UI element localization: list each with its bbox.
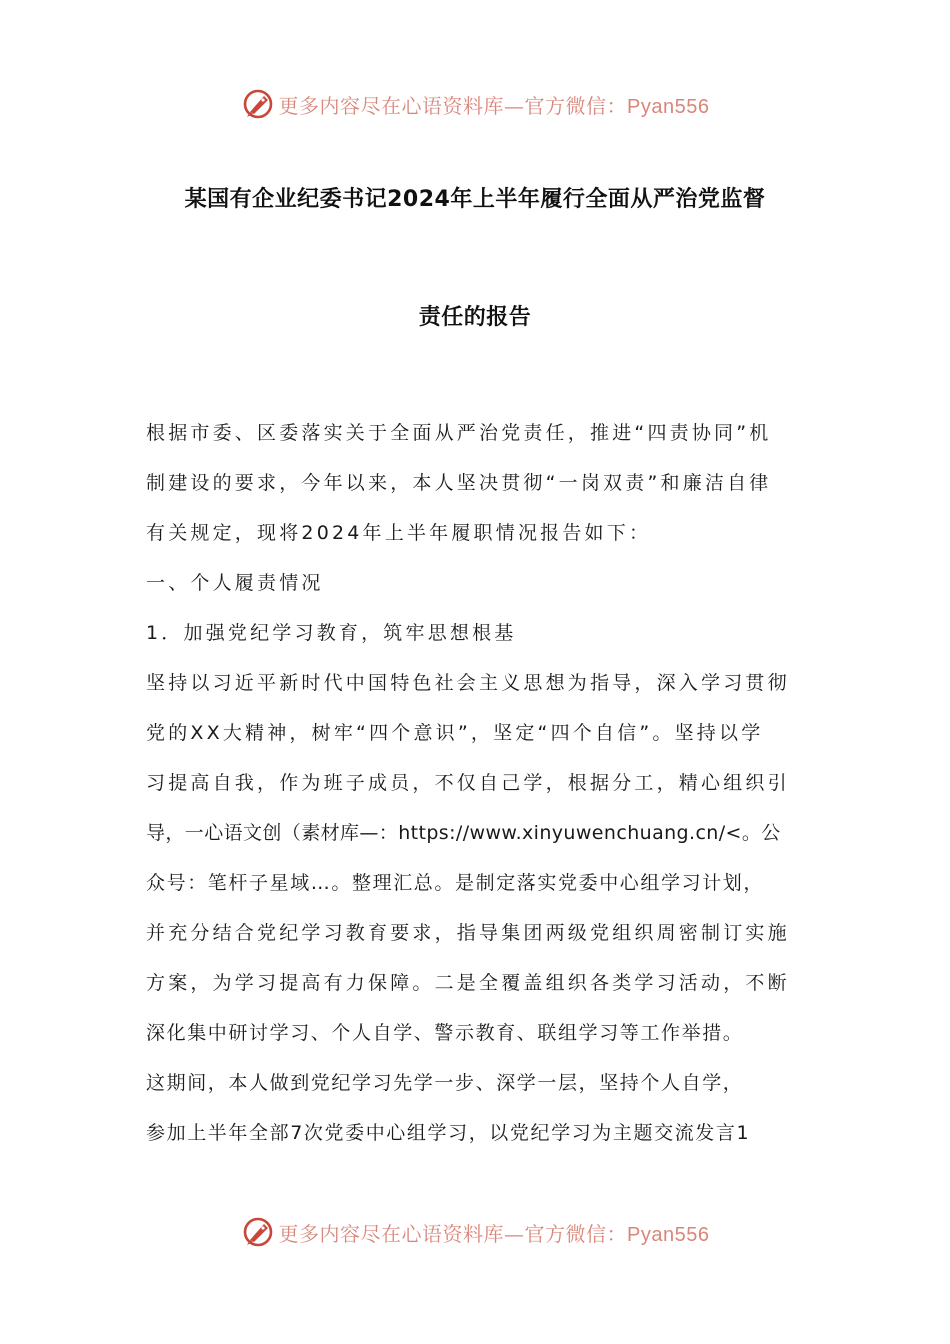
watermark-text: 更多内容尽在心语资料库—官方微信：Pyan556: [278, 93, 710, 118]
pen-nib-logo-icon: [241, 87, 275, 121]
document-title-line1: 某国有企业纪委书记2024年上半年履行全面从严治党监督: [184, 187, 766, 212]
body-line: 众号：笔杆子星域…。整理汇总。是制定落实党委中心组学习计划，: [146, 872, 765, 894]
body-line: 参加上半年全部7次党委中心组学习，以党纪学习为主题交流发言1: [146, 1122, 751, 1144]
document-body: [146, 414, 811, 1164]
subsection-heading: 1．加强党纪学习教育，筑牢思想根基: [146, 622, 517, 644]
wechat-id: Pyan556: [627, 95, 710, 118]
document-title-line2: 责任的报告: [418, 305, 532, 330]
watermark-banner-bottom: [0, 1210, 950, 1254]
section-heading: 一、个人履责情况: [146, 572, 324, 594]
body-line: 这期间，本人做到党纪学习先学一步、深学一层，坚持个人自学，: [146, 1072, 744, 1094]
body-line: 方案，为学习提高有力保障。二是全覆盖组织各类学习活动，不断: [146, 972, 790, 994]
body-line: 并充分结合党纪学习教育要求，指导集团两级党组织周密制订实施: [146, 922, 790, 944]
body-line: 制建设的要求，今年以来，本人坚决贯彻“一岗双责”和廉洁自律: [146, 472, 772, 494]
watermark-banner-top: [0, 82, 950, 126]
wechat-id: Pyan556: [627, 1223, 710, 1246]
watermark-text: 更多内容尽在心语资料库—官方微信：Pyan556: [278, 1221, 710, 1246]
body-line: 有关规定，现将2024年上半年履职情况报告如下：: [146, 522, 652, 544]
body-line: 根据市委、区委落实关于全面从严治党责任，推进“四责协同”机: [146, 422, 772, 444]
body-line: 党的XX大精神，树牢“四个意识”，坚定“四个自信”。坚持以学: [146, 722, 764, 744]
pen-nib-logo-icon: [241, 1215, 275, 1249]
body-line: 深化集中研讨学习、个人自学、警示教育、联组学习等工作举措。: [146, 1022, 744, 1044]
body-line: 坚持以习近平新时代中国特色社会主义思想为指导，深入学习贯彻: [146, 672, 790, 694]
body-line: 习提高自我，作为班子成员，不仅自己学，根据分工，精心组织引: [146, 772, 790, 794]
body-line: 导，一心语文创（素材库—：https://www.xinyuwenchuang.cn/<。公: [146, 822, 781, 844]
